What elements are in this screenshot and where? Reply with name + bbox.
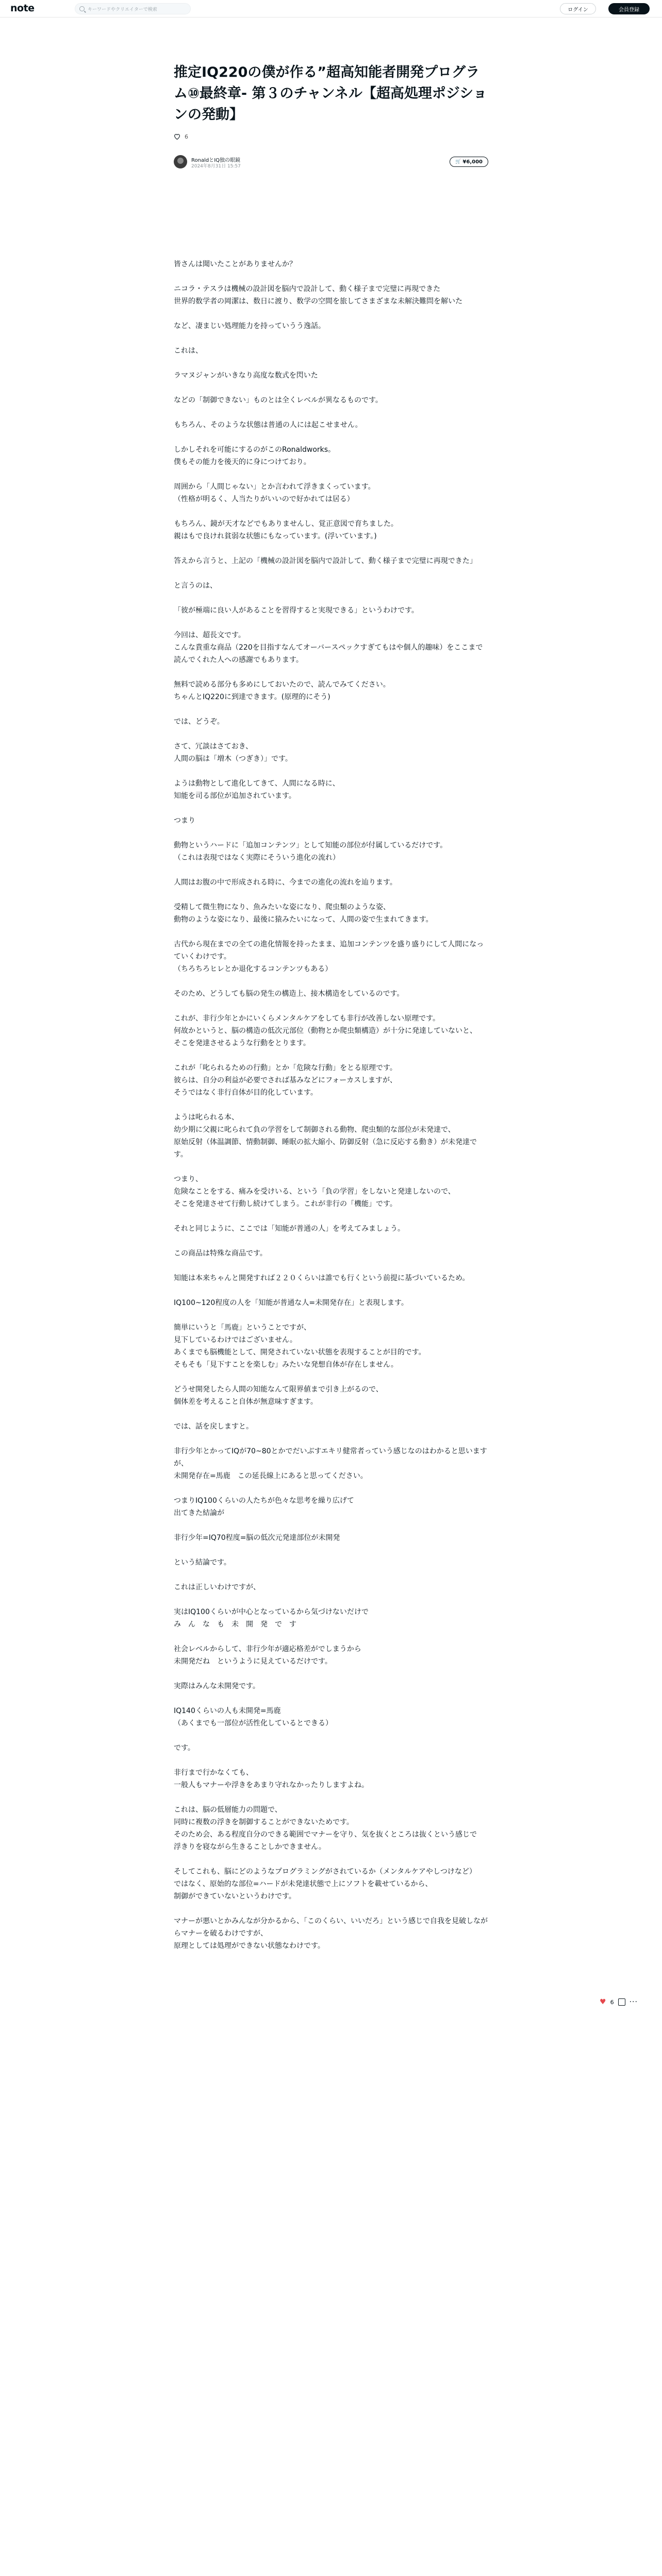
body-paragraph: ようは動物として進化してきて、人間になる時に、 知能を司る部位が追加されています。 xyxy=(174,779,340,800)
body-paragraph: これは、 xyxy=(174,347,203,355)
body-paragraph: 古代から現在までの全ての進化情報を持ったまま、追加コンテンツを盛り盛りにして人間になっていくわけです。 （ちろちろヒレとか退化するコンテンツもある） xyxy=(174,940,484,973)
site-header xyxy=(0,0,662,18)
body-paragraph: 非行まで行かなくても、 一般人もマナーや浮きをあまり守れなかったりしますよね。 xyxy=(174,1769,369,1789)
body-paragraph: という結論です。 xyxy=(174,1558,231,1567)
body-paragraph: つまりIQ100くらいの人たちが色々な思考を繰り広げて 出てきた結論が xyxy=(174,1497,354,1517)
search-input[interactable] xyxy=(75,3,191,14)
note-logo[interactable]: note xyxy=(10,3,35,14)
body-paragraph: 社会レベルからして、非行少年が適応格差がでしまうから 未開発だね というように見えているだけです。 xyxy=(174,1645,361,1666)
body-paragraph: では、話を戻しますと。 xyxy=(174,1422,253,1431)
body-paragraph: 非行少年=IQ70程度=脳の低次元発達部位が未開発 xyxy=(174,1534,340,1542)
body-paragraph: 答えから言うと、上記の「機械の設計図を脳内で設計して、動く様子まで完璧に再現できた」 xyxy=(174,557,477,565)
like-row xyxy=(174,132,488,141)
body-paragraph: などの「制御できない」ものとは全くレベルが異なるものです。 xyxy=(174,396,383,404)
bookmark-icon[interactable] xyxy=(618,1998,625,2006)
body-paragraph: では、どうぞ。 xyxy=(174,718,224,726)
body-paragraph: IQ140くらいの人も未開発=馬鹿 （あくまでも一部位が活性化しているとできる） xyxy=(174,1707,333,1727)
author-name[interactable]: RonaldとIQ独の眼鏡 xyxy=(191,158,241,163)
body-paragraph: 簡単にいうと「馬鹿」ということですが、 見下しているわけではございません。 あくまでも脳機能として、開発されていない状態を表現することが目的です。 そもそも「見下すことを楽しむ」みたいな発想自体が存在しません。 xyxy=(174,1324,426,1369)
body-paragraph: 無料で読める部分も多めにしておいたので、読んでみてください。 ちゃんとIQ220に到達できます。(原理的にそう) xyxy=(174,681,390,701)
body-paragraph: 今回は、超長文です。 こんな貴重な商品（220を目指すなんてオーバースペックすぎてもはや個人的趣味）をここまで読んでくれた人への感謝でもあります。 xyxy=(174,631,483,664)
body-paragraph: これが「叱られるための行動」とか「危険な行動」をとる原理です。 彼らは、自分の利益が必要でされば基みなどにフォーカスしますが、 そうではなく非行自体が目的化しています。 xyxy=(174,1064,398,1097)
search-placeholder: キーワードやクリエイターで検索 xyxy=(88,7,157,12)
body-paragraph: それと同じように、ここでは「知能が普通の人」を考えてみましょう。 xyxy=(174,1225,405,1233)
article-title: 推定IQ220の僕が作る”超高知能者開発プログラム⑩最終章- 第３のチャンネル【超高処理ポジションの発動】 xyxy=(174,64,487,123)
body-paragraph: 動物というハードに「追加コンテンツ」として知能の部位が付属しているだけです。 （これは表現ではなく実際にそういう進化の流れ） xyxy=(174,841,448,862)
body-paragraph: など、凄まじい処理能力を持っていうう逸話。 xyxy=(174,322,325,330)
body-paragraph: そしてこれも、脳にどのようなプログラミングがされているか（メンタルケアやしつけなど） ではなく、原始的な部位=ハードが未発達状態で上にソフトを載せているから、 制御ができていないというわけです。 xyxy=(174,1868,476,1901)
body-paragraph: 「彼が極端に良い人があることを習得すると実現できる」というわけです。 xyxy=(174,606,419,615)
body-paragraph: これは正しいわけですが、 xyxy=(174,1583,260,1591)
body-paragraph: 実はIQ100くらいが中心となっているから気づけないだけで み ん な も 未 開 発 で す xyxy=(174,1608,369,1629)
floating-heart-icon[interactable]: ♥ xyxy=(600,1998,606,2006)
body-paragraph: もちろん、そのような状態は普通の人には起こせません。 xyxy=(174,421,362,429)
heart-icon[interactable] xyxy=(174,133,180,140)
avatar[interactable] xyxy=(174,155,187,168)
body-paragraph: ラマヌジャンがいきなり高度な数式を閃いた xyxy=(174,371,318,380)
body-paragraph: 人間はお腹の中で形成される時に、今までの進化の流れを辿ります。 xyxy=(174,878,397,887)
body-paragraph: 皆さんは聞いたことがありませんか？ xyxy=(174,260,296,268)
body-paragraph: これは、脳の低層能力の問題で、 同時に複数の浮きを制御することができないためです。 そのため会、ある程度自分のできる範囲でマナーを守り、気を抜くところは抜くという感じで 浮きりを寝ながら生きることしかできません。 xyxy=(174,1806,477,1851)
floating-actions xyxy=(600,1998,638,2006)
like-count: 6 xyxy=(185,133,188,140)
body-paragraph: この商品は特殊な商品です。 xyxy=(174,1249,267,1258)
search-icon xyxy=(79,6,85,11)
post-date: 2024年8月31日 15:57 xyxy=(191,164,241,169)
body-paragraph: 実際はみんな未開発です。 xyxy=(174,1682,260,1690)
body-paragraph: これが、非行少年とかにいくらメンタルケアをしても非行が改善しない原理です。 何故かというと、脳の構造の低次元部位（動物とか爬虫類構造）が十分に発達していないと、 そこを発達させるような行動をとります。 xyxy=(174,1014,477,1047)
body-paragraph: 周囲から「人間じゃない」とか言われて浮きまくっています。 （性格が明るく、人当たりがいいので好かれては居る） xyxy=(174,483,375,503)
body-paragraph: 非行少年とかってIQが70~80とかでだいぶすエキリ健常者っていう感じなのはわかると思いますが、 未開発存在=馬鹿 この延長線上にあると思ってください。 xyxy=(174,1447,487,1480)
body-paragraph: つまり xyxy=(174,817,195,825)
price-label: ¥6,000 xyxy=(462,159,483,165)
author-row xyxy=(174,155,488,171)
body-paragraph: IQ100~120程度の人を「知能が普通な人=未開発存在」と表現します。 xyxy=(174,1299,408,1307)
body-paragraph: どうせ開発したら人間の知能なんて限界値まで引き上がるので、 個体差を考えること自体が無意味すぎます。 xyxy=(174,1385,383,1406)
body-paragraph: つまり、 危険なことをする、痛みを受けいる、という「負の学習」をしないと発達しないので、 そこを発達させて行動し続けてしまう。これが非行の「機能」です。 xyxy=(174,1175,455,1208)
signup-button[interactable]: 会員登録 xyxy=(608,3,650,14)
body-paragraph: 知能は本来ちゃんと開発すれば２２０くらいは誰でも行くという前提に基づいているため。 xyxy=(174,1274,470,1282)
article xyxy=(174,62,488,1964)
login-button[interactable]: ログイン xyxy=(560,3,596,14)
body-paragraph: しかしそれを可能にするのがこのRonaldworks。 僕もその能力を後天的に身につけており。 xyxy=(174,446,336,466)
floating-like-count: 6 xyxy=(610,1998,614,2006)
cart-icon: 🛒 xyxy=(455,159,461,164)
body-paragraph: もちろん、鏡が天才などでもありませんし、覚正意図で育ちました。 親はもで良けれ貧弱な状態にもなっています。(浮いています。) xyxy=(174,520,398,540)
body-paragraph: です。 xyxy=(174,1744,195,1752)
article-body xyxy=(174,258,488,1952)
body-paragraph: さて、冗談はさておき、 人間の脳は「増木（つぎき）」です。 xyxy=(174,742,292,763)
body-paragraph: ようは叱られる本、 幼少期に父親に叱られて負の学習をして制御される動物、爬虫類的な部位が未発達で、 原始反射（体温調節、情動制御、睡眠の拡大縮小、防御反射（急に反応する動き）が未発達です。 xyxy=(174,1113,477,1159)
body-paragraph: と言うのは、 xyxy=(174,582,217,590)
body-paragraph: そのため、どうしても脳の発生の構造上、接木構造をしているのです。 xyxy=(174,990,404,998)
body-paragraph: ニコラ・テスラは機械の設計図を脳内で設計して、動く様子まで完璧に再現できた 世界的数学者の岡潔は、数日に渡り、数学の空間を旅してさまざまな未解決難問を解いた xyxy=(174,285,462,306)
body-paragraph: マナーが悪いとかみんなが分かるから、「このくらい、いいだろ」という感じで自我を見破しながらマナーを破るわけですが、 原理としては処理ができない状態なわけです。 xyxy=(174,1917,488,1950)
more-menu-icon[interactable]: ··· xyxy=(629,1998,638,2006)
purchase-button[interactable] xyxy=(450,157,488,167)
body-paragraph: 受精して微生物になり、魚みたいな姿になり、爬虫類のような姿、 動物のような姿になり、最後に猿みたいになって、人間の姿で生まれてきます。 xyxy=(174,903,433,924)
